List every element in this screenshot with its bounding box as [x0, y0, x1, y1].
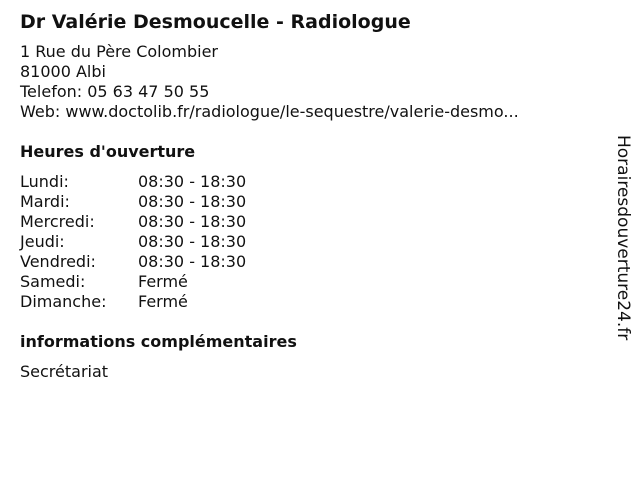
day-label: Lundi: [20, 172, 69, 191]
opening-hours-table [20, 172, 600, 312]
day-label: Samedi: [20, 272, 86, 291]
opening-hours-heading: Heures d'ouverture [20, 142, 196, 161]
day-hours: 08:30 - 18:30 [138, 172, 247, 191]
day-hours: Fermé [138, 272, 188, 291]
hours-row-mardi [20, 192, 600, 212]
address-block [20, 42, 600, 122]
website-link[interactable]: Web: www.doctolib.fr/radiologue/le-sequestre/valerie-desmo... [20, 102, 519, 121]
street-address: 1 Rue du Père Colombier [20, 42, 218, 61]
hours-row-dimanche [20, 292, 600, 312]
day-label: Jeudi: [20, 232, 65, 251]
additional-info-heading: informations complémentaires [20, 332, 297, 351]
day-label: Mercredi: [20, 212, 95, 231]
day-hours: 08:30 - 18:30 [138, 252, 247, 271]
day-hours: 08:30 - 18:30 [138, 192, 247, 211]
day-hours: 08:30 - 18:30 [138, 232, 247, 251]
hours-row-lundi [20, 172, 600, 192]
site-brand-vertical: Horairesdouverture24.fr [613, 135, 633, 341]
additional-info-text: Secrétariat [20, 362, 109, 381]
day-hours: Fermé [138, 292, 188, 311]
day-hours: 08:30 - 18:30 [138, 212, 247, 231]
hours-row-jeudi [20, 232, 600, 252]
day-label: Dimanche: [20, 292, 107, 311]
page-title: Dr Valérie Desmoucelle - Radiologue [20, 11, 411, 33]
day-label: Mardi: [20, 192, 70, 211]
hours-row-vendredi [20, 252, 600, 272]
hours-row-mercredi [20, 212, 600, 232]
day-label: Vendredi: [20, 252, 96, 271]
phone-number[interactable]: Telefon: 05 63 47 50 55 [20, 82, 210, 101]
business-card [20, 8, 600, 382]
city-address: 81000 Albi [20, 62, 106, 81]
hours-row-samedi [20, 272, 600, 292]
